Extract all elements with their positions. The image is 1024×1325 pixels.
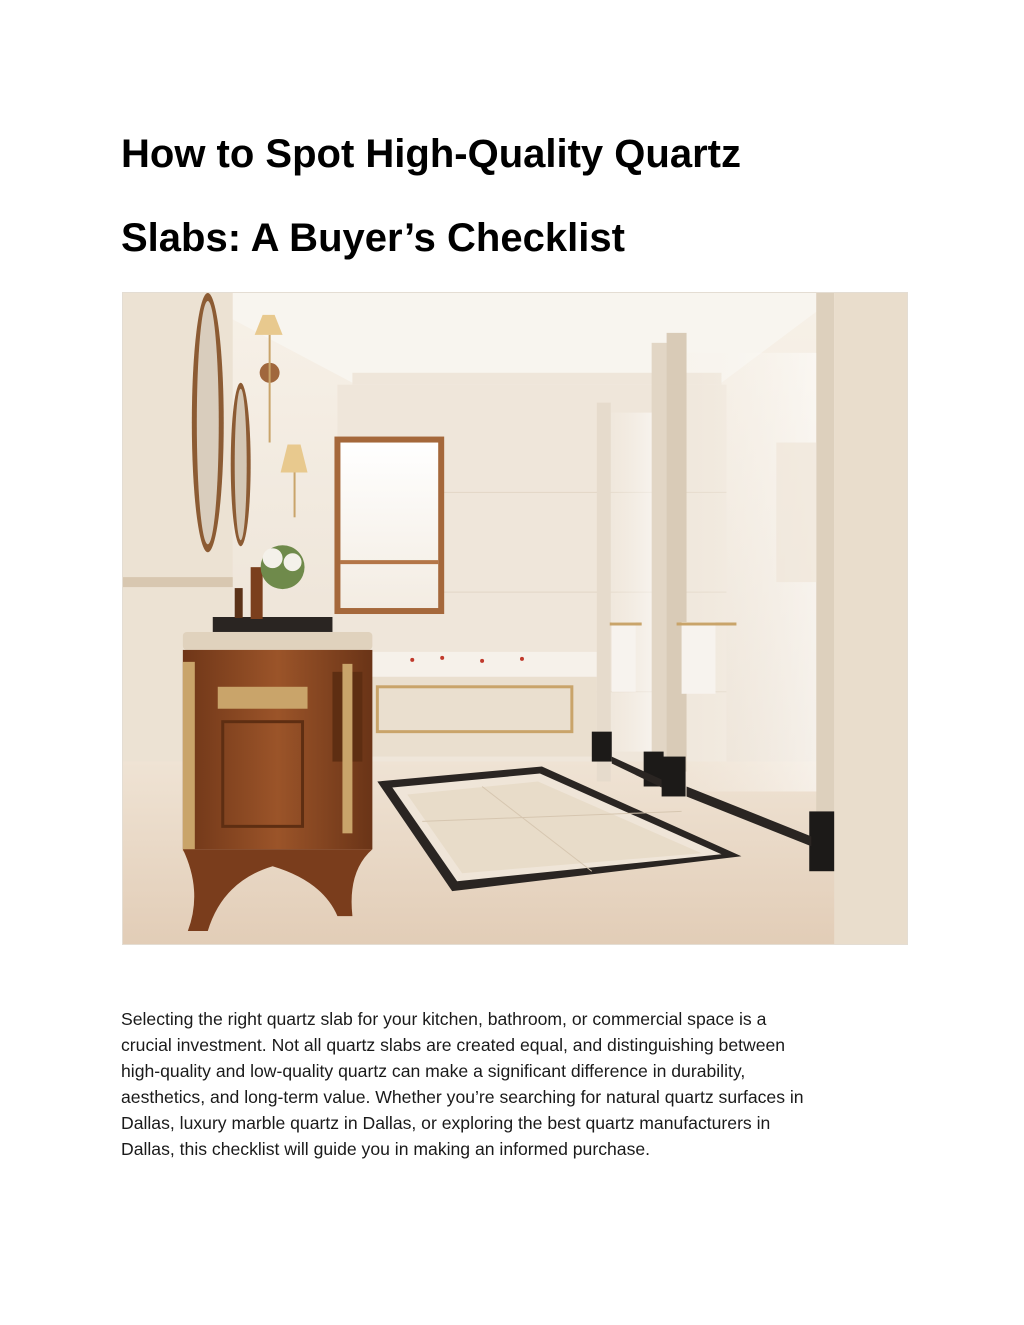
hero-image <box>122 292 908 945</box>
intro-line: Selecting the right quartz slab for your kitchen, bathroom, or commercial space is a <box>121 1009 767 1029</box>
title-line-1: How to Spot High-Quality Quartz <box>121 132 741 176</box>
title-line-2: Slabs: A Buyer’s Checklist <box>121 216 625 260</box>
intro-line: Dallas, luxury marble quartz in Dallas, or exploring the best quartz manufacturers in <box>121 1113 771 1133</box>
intro-line: Dallas, this checklist will guide you in making an informed purchase. <box>121 1139 651 1159</box>
intro-paragraph <box>121 1006 921 1162</box>
bathroom-illustration <box>123 293 907 944</box>
intro-line: high-quality and low-quality quartz can make a significant difference in durability, <box>121 1061 746 1081</box>
intro-line: crucial investment. Not all quartz slabs are created equal, and distinguishing between <box>121 1035 786 1055</box>
intro-line: aesthetics, and long-term value. Whether you’re searching for natural quartz surfaces in <box>121 1087 804 1107</box>
page-title <box>121 112 941 280</box>
